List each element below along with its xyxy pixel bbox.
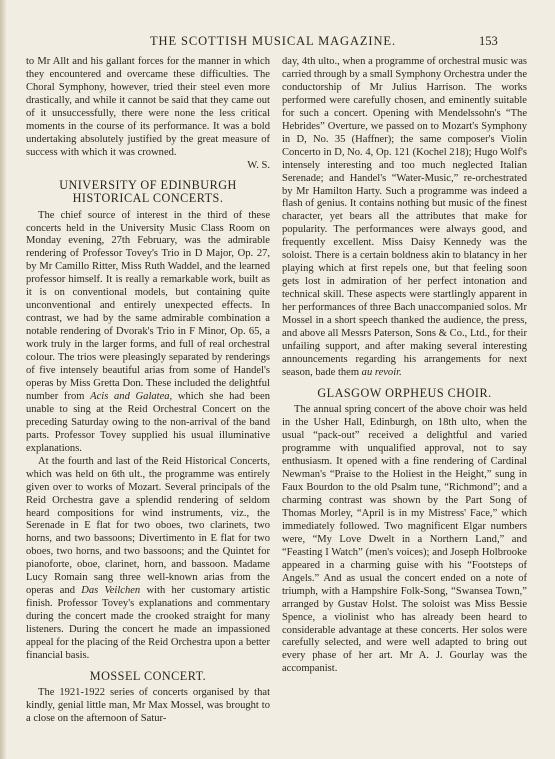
paragraph-choral-symphony: to Mr Allt and his gallant forces for the manner in which they encountered and overcame these difficulties. The Choral Symphony, however, tried their steel even more drastically, and while it cannot be said that they came out of it unsuccessfully, there were none the less critical moments in the course of its performance. It was a bold undertaking absolutely justified by the great measure of success with which it was crowned.: [26, 56, 270, 158]
mossel-programme-text: day, 4th ulto., when a programme of orchestral music was carried through by a small Symphony Orchestra under the conductorship of Mr Julius Harrison. The works performed were carefully chosen, and eminently suitable for such a concert. Opening with Mendelssohn's “The Hebrides” Overture, we passed on to Mozart's Symphony in D, No. 35 (Haffner); the same composer's Violin Concerto in D, No. 4, Op. 121 (Kochel 218); Hugo Wolf's intensely interesting and too much neglected Italian Serenade; and Handel's “Water-Music,” re-orchestrated by Mr Hamilton Harty. Such a programme was indeed a flash of genius. It contains nothing but music of the finest character, yet bears all the attributes that make for popularity. The performances were always good, and frequently excellent. Miss Daisy Kennedy was the soloist. There is a certain boldness akin to blatancy in her playing which at first repels one, but that feeling soon gets lost in admiration of her perfect intonation and technical skill. These aspects were startlingly apparent in her performances of three Bach unaccompanied solos. Mr Mossel in a short speech thanked the audience, the press, and above all Messrs Paterson, Sons & Co., Ltd., for their unfailing support, and after making several interesting announcements regarding his arrangements for next season, bade them: [282, 56, 527, 378]
tovey-trio-text: The chief source of interest in the third of these concerts held in the University Music Class Room on Monday evening, 27th February, was the admirable rendering of Professor Tovey's Trio in D Major, Op. 27, by Mr Camillo Ritter, Miss Ruth Waddel, and the learned professor himself. It is really a remarkable work, built as it is on conventional models, but containing quite unconventional and entirely unexpected effects. In contrast, we had by the same admirable combination a notable rendering of Dvorak's Trio in F Minor, Op. 65, a work truly in the larger forms, and full of real orchestral colour. The trios were pleasingly separated by renderings of five intensely beautiful arias from some of Handel's operas by Miss Gretta Don. These included the delightful number from: [26, 209, 270, 402]
running-head: THE SCOTTISH MUSICAL MAGAZINE.: [150, 34, 396, 48]
signature: W. S.: [247, 159, 270, 171]
paragraph-mossel-series: The 1921-1922 series of concerts organised by that kindly, genial little man, Mr Max Mossel, was brought to a close on the afternoon of Satur-: [26, 687, 270, 725]
page-number: 153: [479, 34, 498, 48]
das-veilchen: Das Veilchen: [81, 585, 141, 597]
paragraph-mossel-programme: [282, 56, 527, 380]
acis-and-galatea: Acis and Galatea,: [90, 390, 173, 402]
left-column: [26, 56, 270, 726]
paragraph-tovey-trio: [26, 210, 270, 456]
paragraph-orpheus-choir: The annual spring concert of the above choir was held in the Usher Hall, Edinburgh, on 18th ulto, when the usual “pack-out” received a delightful and varied programme with unqualified approval, not to say enthusiasm. It opened with a fine rendering of Cardinal Newman's “Praise to the Holiest in the Height,” sung in Faux Bourdon to the old Psalm tune, “Richmond”; and a charming contrast was shown by the Part Song of Thomas Morley, “April is in my Mistress' Face,” which immediately followed. Two magnificent Elgar numbers were, “My Love Dwelt in a Northern Land,” and “Feasting I Watch” (men's voices); and Joseph Holbrooke appeared in a charming guise with his “Footsteps of Angels.” And as usual the concert ended on a note of triumph, with a Hampshire Folk-Song, “Swansea Town,” arranged by Gustav Holst. The soloist was Miss Bessie Spence, a violinist who has already been heard to considerable advantage at these concerts. Her solos were carefully selected, and were well adapted to bring out every phase of her art. Mr A. J. Gourlay was the accompanist.: [282, 404, 527, 675]
heading-glasgow-orpheus-choir: GLASGOW ORPHEUS CHOIR.: [317, 385, 492, 400]
mozart-concert-tail: with her customary artistic finish. Professor Tovey's explanations and commentary during the concert made the crooked straight for many listeners. During the concert he made an impassioned appeal for the placing of the Reid Orchestra upon a better financial basis.: [26, 585, 271, 661]
paragraph-mozart-concert: [26, 456, 270, 663]
right-column: [282, 56, 527, 676]
signature-line: [26, 160, 270, 173]
heading-university-historical-concerts: UNIVERSITY OF EDINBURGH HISTORICAL CONCERTS.: [59, 177, 237, 206]
page-edge-shadow: [0, 0, 6, 759]
page-header: [0, 34, 555, 50]
tovey-trio-tail: which she had been unable to sing at the Reid Orchestral Concert on the preceding Saturday owing to the non-arrival of the band parts. Professor Tovey supplied his usual illuminative explanations.: [26, 390, 271, 454]
heading-mossel-concert: MOSSEL CONCERT.: [89, 668, 207, 683]
mozart-concert-text: At the fourth and last of the Reid Historical Concerts, which was held on 6th ult., the programme was entirely given over to works of Mozart. Several principals of the Reid Orchestra gave a splendid rendering of seldom heard compositions for wind instruments, viz., the Serenade in E flat for two oboes, two clarinets, two horns, and two bassoons; Divertimento in E flat for two oboes, two horns, and two bassoons; and the Quintet for pianoforte, oboe, clarinet, horn, and bassoon. Madame Lucy Romain sang three well-known arias from the operas and: [26, 455, 270, 597]
au-revoir: au revoir.: [361, 366, 402, 378]
